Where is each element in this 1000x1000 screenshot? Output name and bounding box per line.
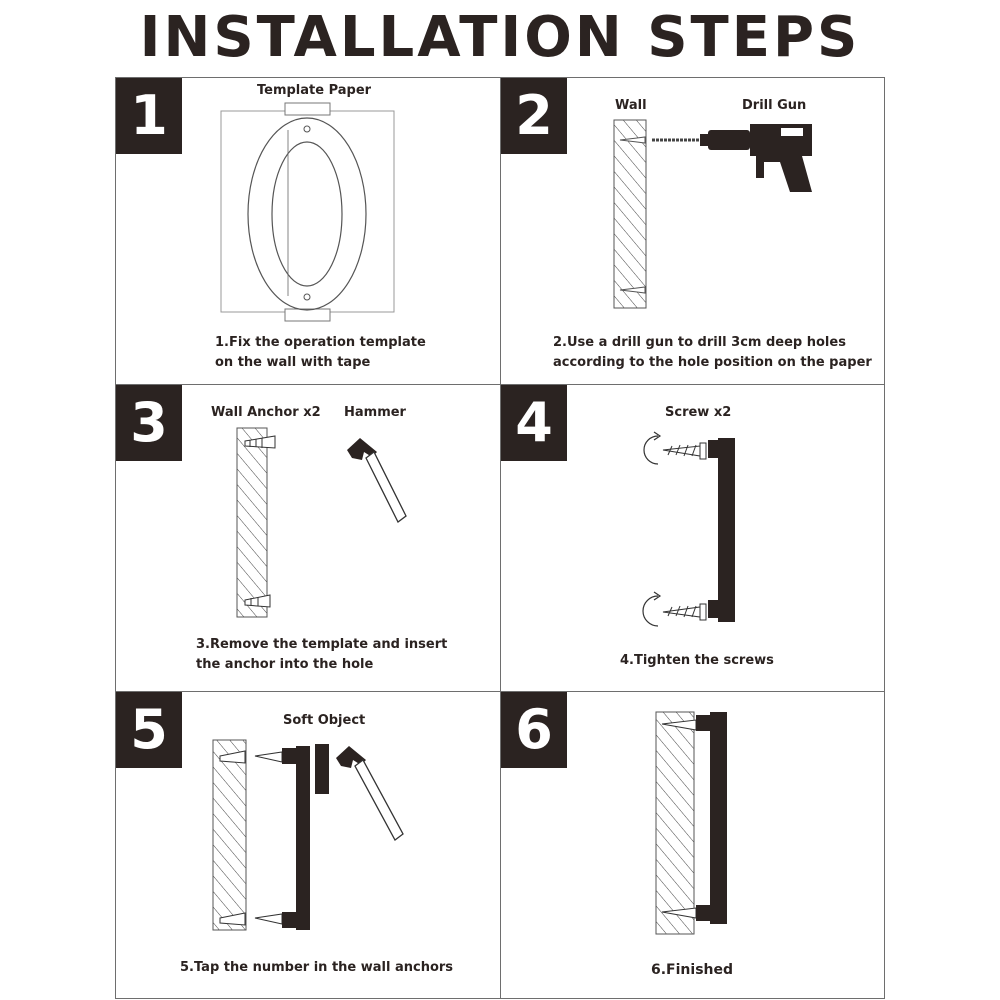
step-1-label-template-paper: Template Paper — [257, 83, 372, 98]
tap-number-illustration — [213, 740, 403, 930]
step-6-number: 6 — [501, 692, 567, 768]
page-title: INSTALLATION STEPS — [139, 5, 861, 70]
step-2-label-wall: Wall — [615, 98, 647, 113]
template-paper-illustration — [221, 103, 394, 321]
wall-drill-illustration — [614, 120, 812, 308]
step-3-label-hammer: Hammer — [344, 405, 406, 420]
step-1-caption-line-1: 1.Fix the operation template — [215, 335, 426, 350]
step-2-caption-line-1: 2.Use a drill gun to drill 3cm deep holes — [553, 335, 846, 350]
step-3-label-wall-anchor: Wall Anchor x2 — [211, 405, 321, 420]
step-5-number: 5 — [116, 692, 182, 768]
step-5-caption-line-1: 5.Tap the number in the wall anchors — [180, 960, 454, 975]
step-6-caption-line-1: 6.Finished — [651, 962, 734, 978]
step-5-label-soft-object: Soft Object — [283, 713, 366, 728]
step-4-caption-line-1: 4.Tighten the screws — [620, 653, 774, 668]
step-3-number: 3 — [116, 385, 182, 461]
step-3-caption-line-2: the anchor into the hole — [196, 657, 374, 672]
step-2-number: 2 — [501, 78, 567, 154]
step-2-caption-line-2: according to the hole position on the paper — [553, 355, 872, 370]
step-4-number: 4 — [501, 385, 567, 461]
step-3-caption-line-1: 3.Remove the template and insert — [196, 637, 448, 652]
wall-anchor-hammer-illustration — [237, 428, 406, 617]
finished-illustration — [656, 712, 727, 934]
step-1-number: 1 — [116, 78, 182, 154]
step-4-label-screw: Screw x2 — [665, 405, 732, 420]
screw-bar-illustration — [643, 432, 735, 626]
step-2-label-drill-gun: Drill Gun — [742, 98, 807, 113]
step-1-caption-line-2: on the wall with tape — [215, 355, 371, 370]
